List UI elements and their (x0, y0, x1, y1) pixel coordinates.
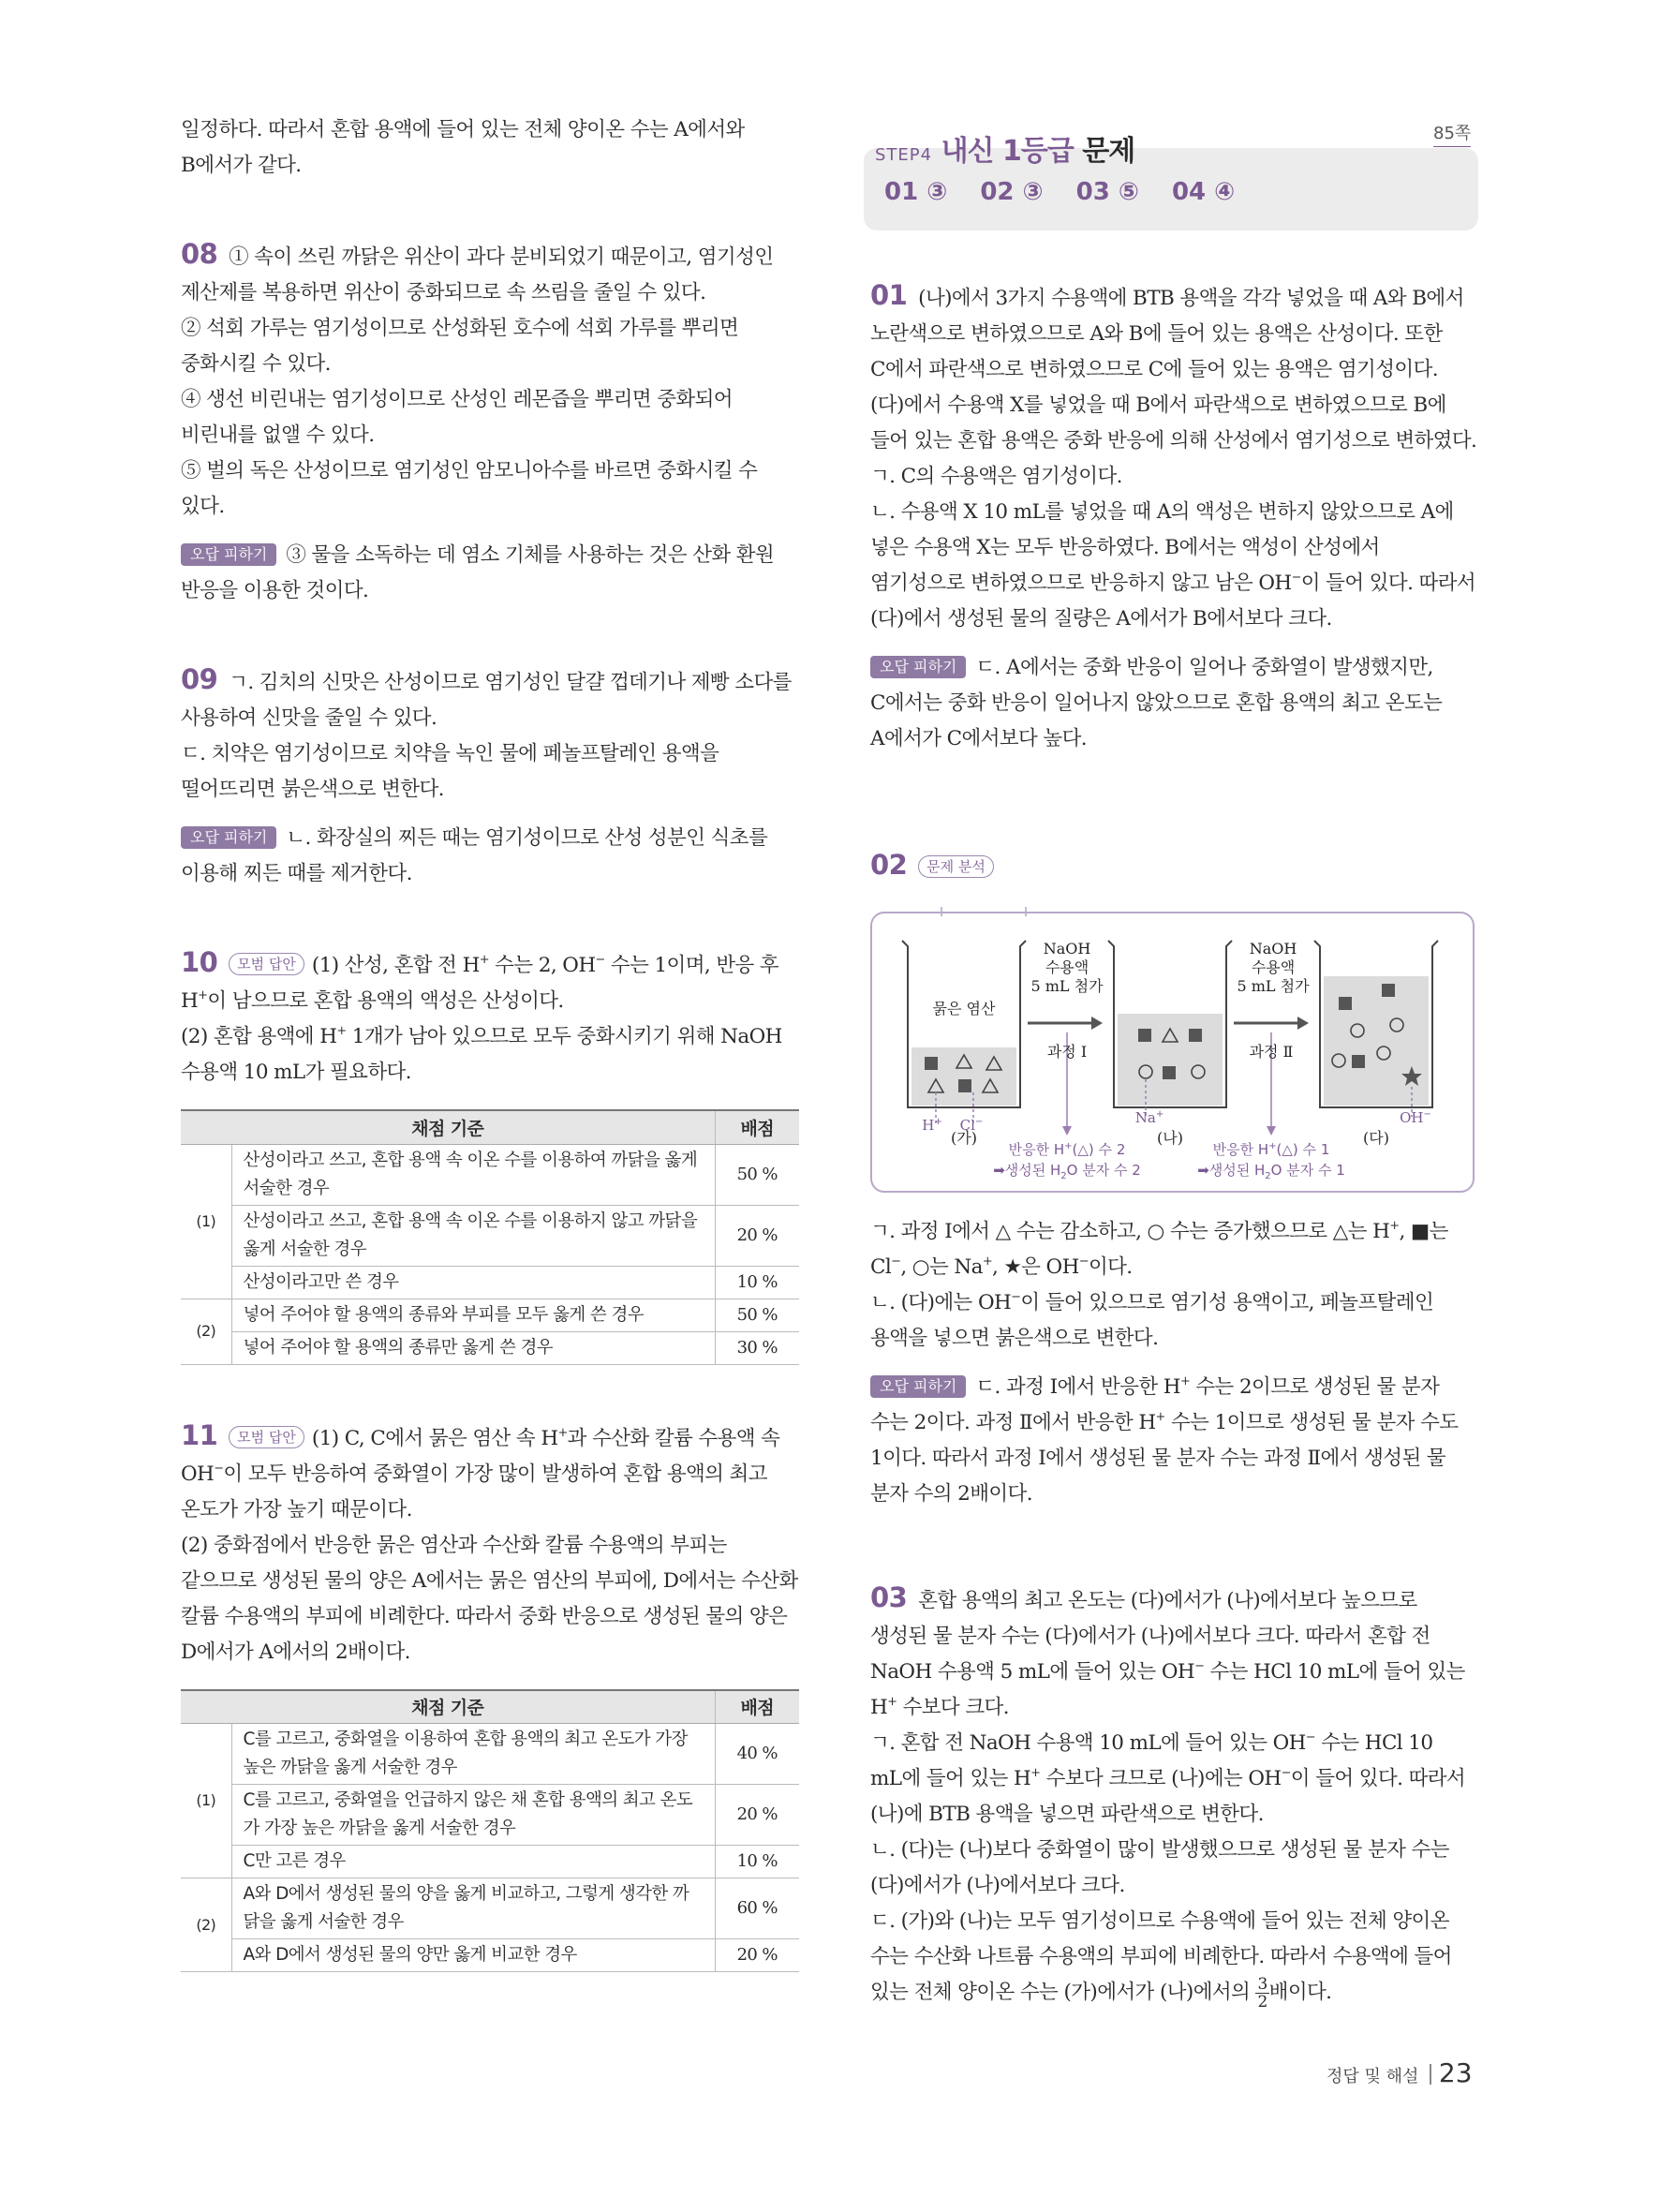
fraction (1255, 1976, 1268, 2011)
problem-analysis-tag: 문제 분석 (918, 855, 994, 878)
avoid-wrong-tag: 오답 피하기 (870, 656, 966, 678)
score-cell: 30 % (715, 1331, 799, 1364)
group-cell: (1) (181, 1724, 231, 1878)
answer-text: 이 들어 있으므로 염기성 용액이고, 페놀프탈레인 용액을 넣으면 붉은색으로 변한다. (870, 1291, 1434, 1350)
table-row (181, 1846, 799, 1878)
process-1-label: 과정 Ⅰ (1046, 1043, 1088, 1061)
avoid-text: ③ 물을 소독하는 데 염소 기체를 사용하는 것은 산화 환원 반응을 이용한 것이다. (181, 543, 775, 602)
answer-item: 03 ⑤ (1075, 178, 1139, 206)
cl-ion (1339, 997, 1352, 1010)
avoid-text: 수는 1이므로 생성된 물 분자 수도 1이다. 따라서 과정 Ⅰ에서 생성된 물 분자 수는 과정 Ⅱ에서 생성된 물 분자 수의 2배이다. (870, 1411, 1459, 1506)
question-number: 09 (181, 663, 218, 695)
superscript: + (887, 1694, 897, 1709)
beaker-diagram (870, 907, 1477, 1197)
answer-text: 수는 HCl 10 mL에 들어 있는 H (870, 1660, 1465, 1719)
answer-text: 배이다. (1268, 1981, 1332, 2004)
table-row (181, 1724, 799, 1785)
answer-text: , ★은 OH (992, 1255, 1079, 1279)
answer-text: (2) 중화점에서 반응한 묽은 염산과 수산화 칼륨 수용액의 부피는 같으므로 생성된 물의 양은 A에서는 묽은 염산의 부피에, D에서는 수산화 칼륨 수용액의 부피에 비례한다. 따라서 중화 반응으로 생성된 물의 양은 D에서가 A에서의 2배이다. (181, 1533, 798, 1664)
answer-text: , ■는 Cl (870, 1220, 1448, 1279)
superscript: + (336, 1023, 347, 1038)
criteria-cell: 산성이라고 쓰고, 혼합 용액 속 이온 수를 이용하지 않고 까닭을 옳게 서술한 경우 (231, 1205, 715, 1266)
ion-oh-label: OH− (1400, 1109, 1431, 1126)
criteria-cell: 산성이라고 쓰고, 혼합 용액 속 이온 수를 이용하여 까닭을 옳게 서술한 경우 (231, 1144, 715, 1205)
question-11 (181, 1418, 799, 1973)
step-title (875, 127, 1134, 169)
question-number: 01 (870, 279, 908, 311)
cl-ion (958, 1079, 971, 1092)
group-cell: (2) (181, 1878, 231, 1972)
answer-text: 이 들어 있다. 따라서 (다)에서 생성된 물의 질량은 A에서가 B에서보다 크다. (870, 572, 1476, 631)
superscript: − (214, 1461, 224, 1476)
scoring-table (181, 1689, 799, 1973)
answer-text: 1개가 남아 있으므로 모두 중화시키기 위해 NaOH 수용액 10 mL가 필요하다. (181, 1025, 782, 1084)
table-row (181, 1205, 799, 1266)
criteria-cell: C를 고르고, 중화열을 언급하지 않은 채 혼합 용액의 최고 온도가 가장 높은 까닭을 옳게 서술한 경우 (231, 1785, 715, 1846)
fraction-denominator: 2 (1257, 1992, 1267, 2012)
criteria-cell: A와 D에서 생성된 물의 양만 옳게 비교한 경우 (231, 1939, 715, 1972)
model-answer-tag: 모범 답안 (229, 953, 304, 975)
group-cell: (2) (181, 1299, 231, 1364)
table-row (181, 1331, 799, 1364)
beaker-a-label: (가) (951, 1129, 977, 1147)
beaker-c-label: (다) (1363, 1129, 1389, 1147)
answer-text: 이 들어 있다. 따라서 (나)에 BTB 용액을 넣으면 파란색으로 변한다. (870, 1767, 1466, 1826)
superscript: − (891, 1254, 901, 1269)
superscript: + (198, 987, 208, 1002)
superscript: + (1179, 1373, 1191, 1388)
answer-line: ⑤ 벌의 독은 산성이므로 염기성인 암모니아수를 바르면 중화시킬 수 있다. (181, 459, 758, 518)
score-cell: 60 % (715, 1878, 799, 1939)
group-cell: (1) (181, 1144, 231, 1299)
answer-text: ㄴ. 수용액 X 10 mL를 넣었을 때 A의 액성은 변하지 않았으므로 A에 넣은 수용액 X는 모두 반응하였다. B에서는 액성이 산성에서 염기성으로 변하였으므로 반응하지 않고 남은 OH (870, 500, 1454, 595)
cl-ion (1382, 984, 1395, 997)
answer-line: ㄷ. 치약은 염기성이므로 치약을 녹인 물에 페놀프탈레인 용액을 떨어뜨리면 붉은색으로 변한다. (181, 742, 719, 801)
avoid-wrong-tag: 오답 피하기 (181, 826, 276, 849)
avoid-wrong-tag: 오답 피하기 (870, 1375, 966, 1398)
score-header: 배점 (715, 1690, 799, 1724)
cl-ion (1163, 1066, 1176, 1079)
criteria-header: 채점 기준 (181, 1690, 715, 1724)
criteria-cell: 산성이라고만 쓴 경우 (231, 1266, 715, 1299)
score-cell: 20 % (715, 1205, 799, 1266)
question-01 (870, 277, 1477, 757)
note-2-line-1: 반응한 H+(△) 수 1 (1212, 1141, 1330, 1158)
question-number: 02 (870, 849, 908, 881)
add-naoh-label-1: NaOH (1249, 940, 1297, 958)
answer-text: ㄴ. (다)에는 OH (870, 1291, 1012, 1314)
answer-text: (1) 산성, 혼합 전 H (311, 954, 480, 977)
score-cell: 50 % (715, 1144, 799, 1205)
cl-ion (925, 1057, 938, 1070)
fraction-numerator: 3 (1257, 1974, 1267, 1994)
superscript: + (1155, 1409, 1165, 1424)
answer-text: ㄷ. (가)와 (나)는 모두 염기성이므로 수용액에 들어 있는 전체 양이온 수는 수산화 나트륨 수용액의 부피에 비례한다. 따라서 수용액에 들어 있는 전체 양이온 수는 (가)에서가 (나)에서의 (870, 1909, 1452, 2004)
avoid-text: ㄷ. A에서는 중화 반응이 일어나 중화열이 발생했지만, C에서는 중화 반응이 일어나지 않았으므로 혼합 용액의 최고 온도는 A에서가 C에서보다 높다. (870, 656, 1443, 750)
table-row (181, 1785, 799, 1846)
ion-h-label: H+ (922, 1117, 942, 1134)
step-word: 문제 (1082, 135, 1135, 168)
note-1-line-1: 반응한 H+(△) 수 2 (1008, 1141, 1126, 1158)
score-cell: 20 % (715, 1785, 799, 1846)
cl-ion (1138, 1029, 1151, 1042)
table-row (181, 1144, 799, 1205)
answer-line: ① 속이 쓰린 까닭은 위산이 과다 분비되었기 때문이고, 염기성인 제산제를 복용하면 위산이 중화되므로 속 쓰림을 줄일 수 있다. (181, 245, 774, 304)
superscript: − (1291, 570, 1301, 585)
answer-text: ㄱ. 과정 Ⅰ에서 △ 수는 감소하고, ○ 수는 증가했으므로 △는 H (870, 1220, 1390, 1243)
question-number: 03 (870, 1581, 908, 1613)
answer-line: ④ 생선 비린내는 염기성이므로 산성인 레몬즙을 뿌리면 중화되어 비린내를 없앨 수 있다. (181, 388, 733, 447)
model-answer-tag: 모범 답안 (229, 1426, 304, 1448)
step-level: 내신 1등급 (941, 135, 1074, 168)
criteria-cell: C만 고른 경우 (231, 1846, 715, 1878)
score-cell: 10 % (715, 1846, 799, 1878)
superscript: + (1030, 1765, 1041, 1780)
answer-text: 수보다 크므로 (나)에는 OH (1040, 1767, 1282, 1790)
answer-text: 수는 HCl 10 mL에 들어 있는 H (870, 1731, 1433, 1790)
ion-cl-label: Cl− (959, 1117, 984, 1134)
answer-line: ㄱ. 김치의 신맛은 산성이므로 염기성인 달걀 껍데기나 제빵 소다를 사용하여 신맛을 줄일 수 있다. (181, 671, 792, 730)
add-naoh-label-2: 수용액 (1251, 958, 1296, 976)
answer-item: 02 ③ (980, 178, 1044, 206)
add-naoh-label-3: 5 mL 첨가 (1237, 977, 1310, 995)
criteria-cell: A와 D에서 생성된 물의 양을 옳게 비교하고, 그렇게 생각한 까닭을 옳게 서술한 경우 (231, 1878, 715, 1939)
diagram-svg (870, 907, 1477, 1197)
question-08 (181, 236, 799, 609)
footer-divider (1430, 2064, 1431, 2085)
answer-key (884, 178, 1259, 206)
answer-item: 04 ④ (1171, 178, 1236, 206)
step4-header (864, 120, 1478, 230)
answer-text: 이다. (1088, 1255, 1133, 1279)
beaker-b-label: (나) (1157, 1129, 1183, 1147)
add-naoh-label-1: NaOH (1043, 940, 1091, 958)
cl-ion (1352, 1055, 1365, 1068)
answer-text: (나)에서 3가지 수용액에 BTB 용액을 각각 넣었을 때 A와 B에서 노란색으로 변하였으므로 A와 B에 들어 있는 용액은 산성이다. 또한 C에서 파란색으로 변하였으므로 C에 들어 있는 용액은 염기성이다. (870, 287, 1464, 381)
score-header: 배점 (715, 1110, 799, 1144)
page-number: 23 (1438, 2057, 1473, 2088)
superscript: + (1389, 1218, 1400, 1233)
answer-text: 수보다 크다. (897, 1696, 1009, 1719)
question-number: 10 (181, 946, 218, 978)
superscript: − (1305, 1730, 1315, 1744)
criteria-cell: 넣어 주어야 할 용액의 종류만 옳게 쓴 경우 (231, 1331, 715, 1364)
answer-text: 이 남으므로 혼합 용액의 액성은 산성이다. (207, 989, 564, 1013)
answer-text: 수는 2, OH (488, 954, 596, 977)
answer-text: ㄱ. 혼합 전 NaOH 수용액 10 mL에 들어 있는 OH (870, 1731, 1306, 1755)
question-09 (181, 661, 799, 892)
criteria-header: 채점 기준 (181, 1110, 715, 1144)
question-number: 11 (181, 1418, 218, 1451)
acid-label: 묽은 염산 (932, 1000, 996, 1017)
avoid-text: ㄷ. 과정 Ⅰ에서 반응한 H (975, 1375, 1180, 1399)
superscript: − (1194, 1658, 1205, 1673)
answer-text: , ○는 Na (900, 1255, 983, 1279)
page-reference: 85쪽 (1433, 120, 1471, 147)
superscript: + (557, 1425, 568, 1440)
question-number: 08 (181, 238, 218, 270)
answer-text: 이 모두 반응하여 중화열이 가장 많이 발생하여 혼합 용액의 최고 온도가 가장 높기 때문이다. (181, 1462, 767, 1522)
answer-text: ㄴ. (다)는 (나)보다 중화열이 많이 발생했으므로 생성된 물 분자 수는 (다)에서가 (나)에서보다 크다. (870, 1838, 1449, 1897)
answer-text: 과 수산화 칼륨 수용액 속 OH (181, 1426, 780, 1486)
table-row (181, 1878, 799, 1939)
process-2-label: 과정 Ⅱ (1249, 1043, 1294, 1061)
answer-text: ㄱ. C의 수용액은 염기성이다. (870, 465, 1122, 488)
right-column (870, 277, 1477, 2011)
score-cell: 40 % (715, 1724, 799, 1785)
avoid-text: ㄴ. 화장실의 찌든 때는 염기성이므로 산성 성분인 식초를 이용해 찌든 때를 제거한다. (181, 826, 768, 885)
question-03 (870, 1580, 1477, 2011)
answer-text: (1) C, C에서 묽은 염산 속 H (311, 1426, 558, 1450)
superscript: − (1281, 1765, 1291, 1780)
note-2-line-2: ➡생성된 $H_2O$ 분자 수 1 (1197, 1162, 1345, 1181)
table-row (181, 1299, 799, 1331)
answer-text: 혼합 용액의 최고 온도는 (다)에서가 (나)에서보다 높으므로 생성된 물 분자 수는 (다)에서가 (나)에서보다 크다. 따라서 혼합 전 NaOH 수용액 5 mL에 들어 있는 OH (870, 1589, 1430, 1684)
add-naoh-label-3: 5 mL 첨가 (1030, 977, 1104, 995)
criteria-cell: 넣어 주어야 할 용액의 종류와 부피를 모두 옳게 쓴 경우 (231, 1299, 715, 1331)
answer-text: (2) 혼합 용액에 H (181, 1025, 337, 1048)
avoid-wrong-tag: 오답 피하기 (181, 543, 276, 566)
answer-item: 01 ③ (884, 178, 948, 206)
superscript: − (1011, 1289, 1021, 1304)
step-label: STEP4 (875, 145, 933, 165)
score-cell: 20 % (715, 1939, 799, 1972)
score-cell: 10 % (715, 1266, 799, 1299)
avoid-text: 수는 2이므로 생성된 물 분자 수는 2이다. 과정 Ⅱ에서 반응한 H (870, 1375, 1440, 1434)
score-cell: 50 % (715, 1299, 799, 1331)
intro-text: 일정하다. 따라서 혼합 용액에 들어 있는 전체 양이온 수는 A에서와 B에서가 같다. (181, 118, 745, 177)
left-column (181, 112, 799, 1972)
answer-text: (다)에서 수용액 X를 넣었을 때 B에서 파란색으로 변하였으므로 B에 들어 있는 혼합 용액은 중화 반응에 의해 산성에서 염기성으로 변하였다. (870, 393, 1477, 453)
answer-text: 수는 1이며, 반응 후 H (181, 954, 779, 1013)
page-footer (1327, 2057, 1473, 2088)
superscript: + (982, 1254, 993, 1269)
superscript: + (479, 952, 489, 967)
cl-ion (1189, 1029, 1202, 1042)
criteria-cell: C를 고르고, 중화열을 이용하여 혼합 용액의 최고 온도가 가장 높은 까닭을 옳게 서술한 경우 (231, 1724, 715, 1785)
ion-na-label: Na+ (1134, 1109, 1164, 1126)
scoring-table (181, 1109, 799, 1365)
table-row (181, 1939, 799, 1972)
add-naoh-label-2: 수용액 (1045, 958, 1089, 976)
note-1-line-2: ➡생성된 $H_2O$ 분자 수 2 (993, 1162, 1141, 1181)
answer-line: ② 석회 가루는 염기성이므로 산성화된 호수에 석회 가루를 뿌리면 중화시킬 수 있다. (181, 317, 739, 376)
footer-label: 정답 및 해설 (1327, 2067, 1419, 2086)
question-02 (870, 847, 1477, 1512)
table-row (181, 1266, 799, 1299)
question-10 (181, 944, 799, 1365)
superscript: − (595, 952, 605, 967)
superscript: − (1078, 1254, 1089, 1269)
